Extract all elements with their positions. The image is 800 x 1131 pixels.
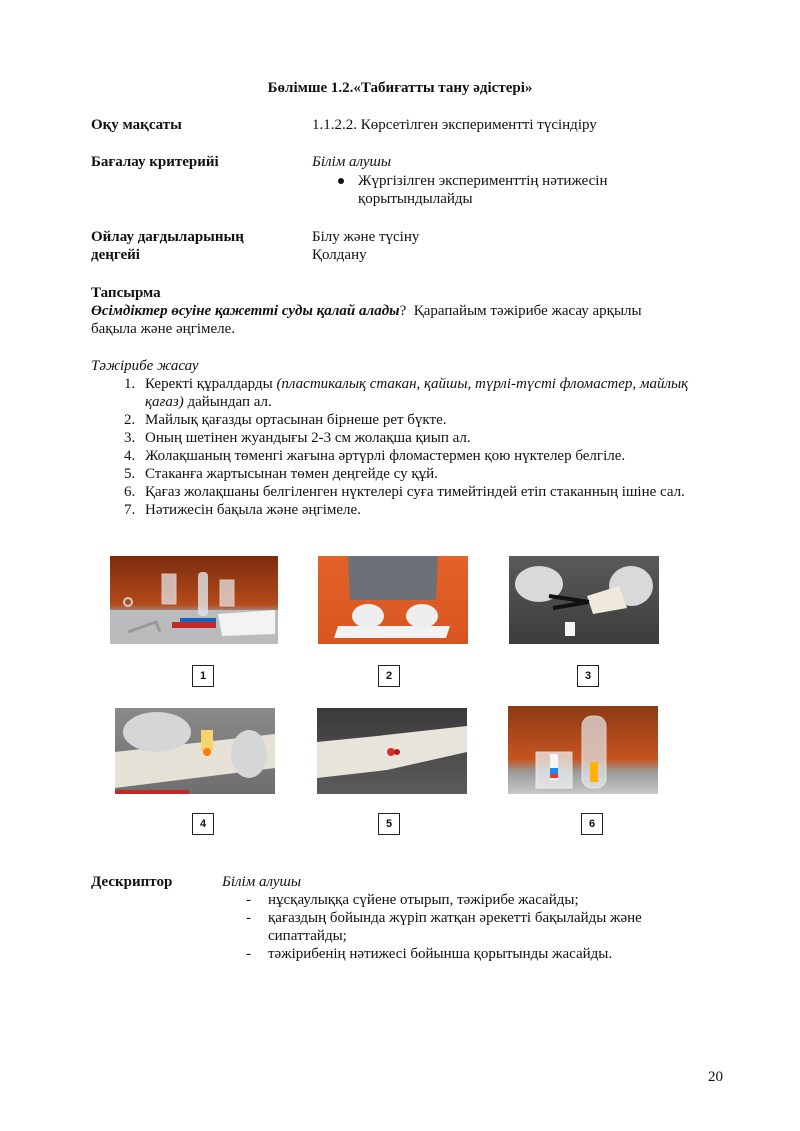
page-title: Бөлімше 1.2.«Табиғатты тану әдістері»	[267, 80, 533, 96]
folding-illustration	[318, 556, 468, 644]
step-text: Керекті құралдарды (пластикалық стакан, қайшы, түрлі-түсті фломастер, майлық қағаз) дайындап ал.	[145, 376, 689, 410]
tools-illustration	[110, 556, 278, 644]
cutting-illustration	[509, 556, 659, 644]
photo-5-strip	[317, 708, 467, 794]
experiment-step	[124, 465, 705, 483]
criteria-list	[336, 172, 716, 208]
step-text: Стаканға жартысынан төмен деңгейде су құй.	[145, 466, 438, 482]
experiment-step	[124, 429, 705, 447]
photo-6-cup	[508, 706, 658, 794]
step-number: 2.	[124, 412, 136, 428]
task-section	[91, 284, 731, 338]
photo-number-badge: 5	[378, 813, 400, 835]
step-text: Майлық қағазды ортасынан бірнеше рет бүкте.	[145, 412, 447, 428]
objective-label: Оқу мақсаты	[91, 117, 182, 133]
descriptor-list	[246, 891, 688, 963]
task-line-2: бақыла және әңгімеле.	[91, 321, 236, 337]
marking-illustration	[115, 708, 275, 794]
step-number: 4.	[124, 448, 136, 464]
experiment-step	[124, 375, 705, 411]
photo-number-badge: 6	[581, 813, 603, 835]
task-heading: Тапсырма	[91, 285, 161, 301]
descriptor-item: - қағаздың бойында жүріп жатқан әрекетті бақылайды және сипаттайды;	[246, 910, 642, 944]
step-text: Оның шетінен жуандығы 2-3 см жолақша қиып ал.	[145, 430, 471, 446]
step-text: Жолақшаның төменгі жағына әртүрлі фломастермен қою нүктелер белгіле.	[145, 448, 626, 464]
thinking-value: Білу және түсіну Қолдану	[312, 229, 420, 263]
photo-number-badge: 2	[378, 665, 400, 687]
step-number: 6.	[124, 484, 136, 500]
step-number: 1.	[124, 376, 136, 392]
photo-number-badge: 3	[577, 665, 599, 687]
experiment-steps	[124, 375, 705, 519]
descriptor-item: - нұсқаулыққа сүйене отырып, тәжірибе жасайды;	[246, 892, 579, 908]
step-text: Қағаз жолақшаны белгіленген нүктелері суға тимейтіндей етіп стаканның ішіне сал.	[145, 484, 685, 500]
experiment-step	[124, 501, 705, 519]
photo-2-folding	[318, 556, 468, 644]
task-question: Өсімдіктер өсуіне қажетті суды қалай алады	[91, 303, 400, 319]
photo-1-tools	[110, 556, 278, 644]
objective-value: 1.1.2.2. Көрсетілген экспериментті түсіндіру	[312, 117, 597, 133]
experiment-step	[124, 447, 705, 465]
step-number: 5.	[124, 466, 136, 482]
page-number: 20	[708, 1069, 723, 1085]
experiment-step	[124, 411, 705, 429]
criteria-item: Жүргізілген эксперименттің нәтижесін қорытындылайды	[336, 172, 716, 208]
descriptor-label: Дескриптор	[91, 874, 173, 890]
thinking-label: Ойлау дағдыларының деңгейі	[91, 229, 244, 263]
cup-illustration	[508, 706, 658, 794]
photo-4-marking	[115, 708, 275, 794]
photo-number-badge: 4	[192, 813, 214, 835]
experiment-heading: Тәжірибе жасау	[91, 358, 199, 374]
criteria-label: Бағалау критерийі	[91, 154, 219, 170]
step-number: 3.	[124, 430, 136, 446]
step-text: Нәтижесін бақыла және әңгімеле.	[145, 502, 361, 518]
strip-illustration	[317, 708, 467, 794]
step-number: 7.	[124, 502, 136, 518]
criteria-intro: Білім алушы	[312, 154, 392, 170]
descriptor-intro: Білім алушы	[222, 874, 302, 890]
photo-number-badge: 1	[192, 665, 214, 687]
experiment-step	[124, 483, 705, 501]
descriptor-item: - тәжірибенің нәтижесі бойынша қорытынды жасайды.	[246, 946, 613, 962]
photo-3-cutting	[509, 556, 659, 644]
task-line-1: Өсімдіктер өсуіне қажетті суды қалай алады? Қарапайым тәжірибе жасау арқылы	[91, 303, 642, 319]
